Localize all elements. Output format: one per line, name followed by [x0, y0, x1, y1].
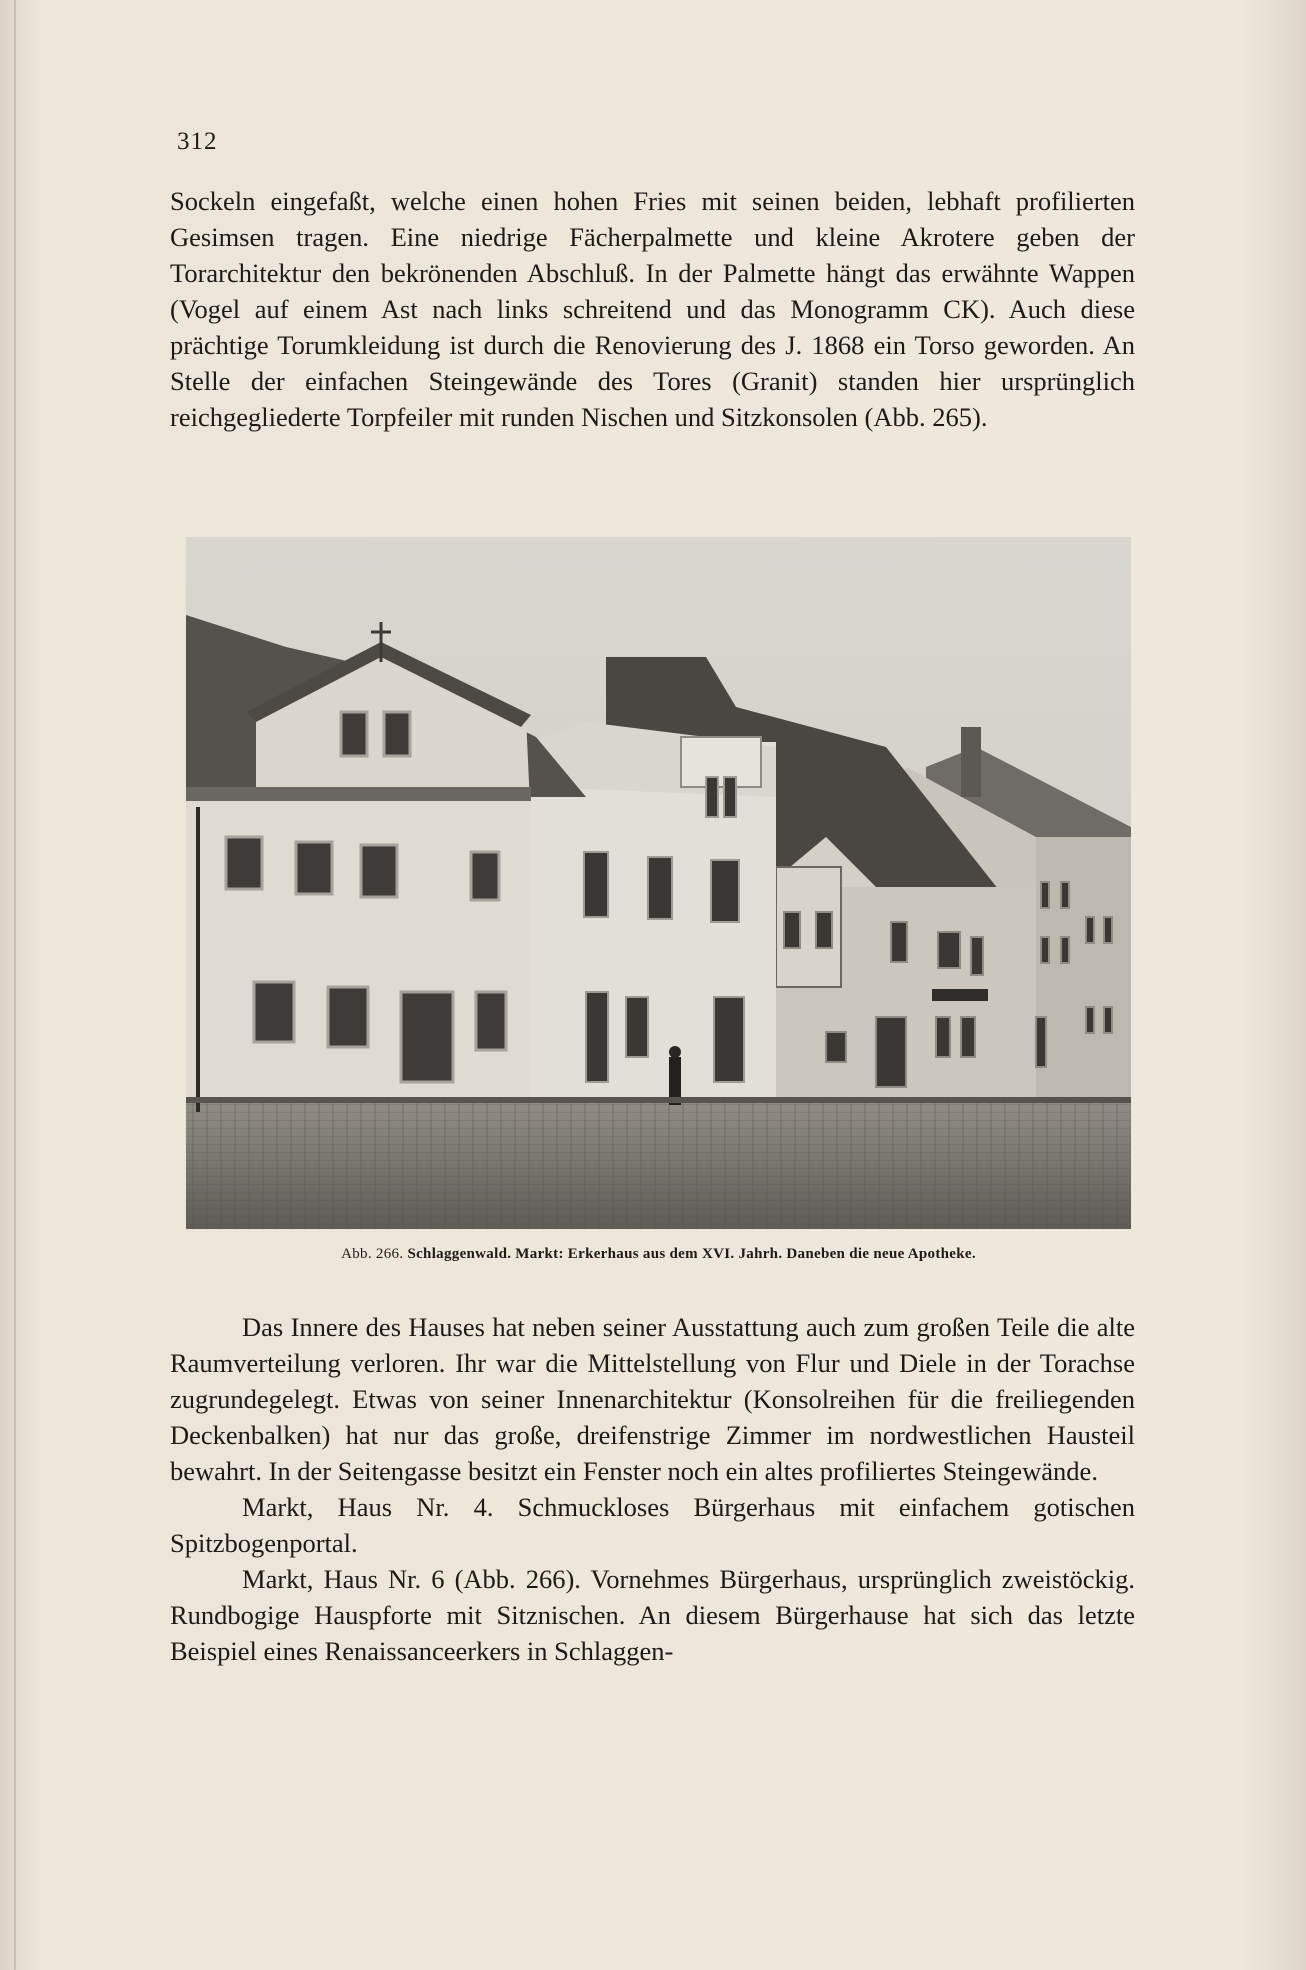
- text-block-bottom: [170, 1309, 1135, 1669]
- caption-label: Abb. 266.: [341, 1246, 404, 1262]
- figure-caption: [186, 1246, 1131, 1263]
- page-number: 312: [177, 128, 218, 155]
- paragraph: Das Innere des Hauses hat neben seiner Ausstattung auch zum großen Teile die alte Raumverteilung verloren. Ihr war die Mittelstellung von Flur und Diele in der Torachse zugrundegelegt. Etwas von seiner Innenarchitektur (Konsolreihen für die freiliegenden Deckenbalken) hat nur das große, dreifenstrige Zimmer im nordwestlichen Hausteil bewahrt. In der Seitengasse besitzt ein Fenster noch ein altes profiliertes Steingewände.: [170, 1312, 1135, 1486]
- street-photo-illustration: [186, 537, 1131, 1229]
- paragraph: Markt, Haus Nr. 4. Schmuckloses Bürgerhaus mit einfachem gotischen Spitzbogenportal.: [170, 1492, 1135, 1558]
- paragraph: Markt, Haus Nr. 6 (Abb. 266). Vornehmes Bürgerhaus, ursprünglich zweistöckig. Rundbogige Hauspforte mit Sitznischen. An diesem Bürgerhause hat sich das letzte Beispiel eines Renaissanceerkers in Schlaggen-: [170, 1564, 1135, 1666]
- paragraph: Sockeln eingefaßt, welche einen hohen Fries mit seinen beiden, lebhaft profilierten Gesimsen tragen. Eine niedrige Fächerpalmette und kleine Akrotere geben der Torarchitektur den bekrönenden Abschluß. In der Palmette hängt das erwähnte Wappen (Vogel auf einem Ast nach links schreitend und das Monogramm CK). Auch diese prächtige Torumkleidung ist durch die Renovierung des J. 1868 ein Torso geworden. An Stelle der einfachen Steingewände des Tores (Granit) standen hier ursprünglich reichgegliederte Torpfeiler mit runden Nischen und Sitzkonsolen (Abb. 265).: [170, 186, 1135, 432]
- photograph-market-houses: [186, 537, 1131, 1229]
- caption-text: Schlaggenwald. Markt: Erkerhaus aus dem XVI. Jahrh. Daneben die neue Apotheke.: [407, 1246, 976, 1262]
- text-block-top: [170, 183, 1135, 435]
